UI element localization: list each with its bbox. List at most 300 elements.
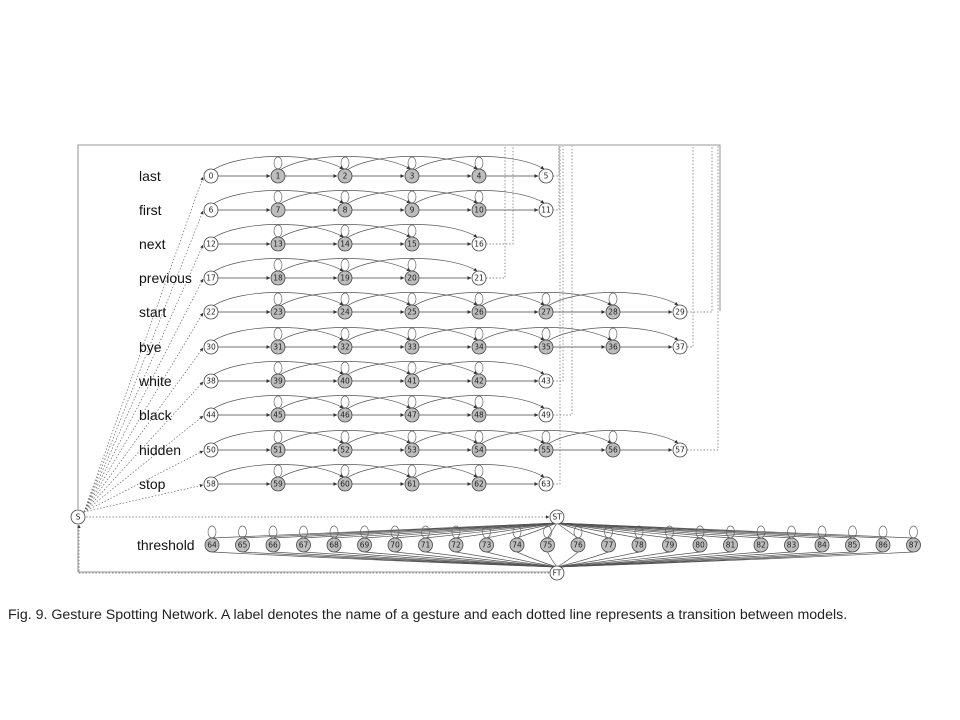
threshold-state-node (388, 538, 402, 552)
state-label: 80 (695, 540, 705, 550)
state-node (338, 271, 352, 285)
state-label: 14 (340, 239, 350, 249)
state-label: 6 (208, 205, 214, 215)
state-label: 79 (664, 540, 675, 550)
state-label: 62 (474, 479, 484, 489)
state-label: 52 (340, 445, 350, 455)
threshold-state-node (632, 538, 646, 552)
threshold-state-node (724, 538, 738, 552)
state-label: 78 (634, 540, 644, 550)
self-loop (274, 259, 282, 271)
state-label: 31 (273, 342, 283, 352)
state-node (539, 408, 553, 422)
state-node (472, 203, 486, 217)
threshold-start-node (550, 510, 564, 524)
transition-exit-start (687, 146, 712, 312)
state-label: 42 (474, 376, 484, 386)
state-node (338, 443, 352, 457)
self-loop (609, 328, 617, 340)
state-node (405, 169, 419, 183)
skip-arc (414, 190, 544, 204)
figure-caption: Fig. 9. Gesture Spotting Network. A label denotes the name of a gesture and each dotted line represents a transition between models. (8, 607, 848, 623)
self-loop (475, 157, 483, 169)
self-loop (408, 191, 416, 203)
state-label: 72 (451, 540, 461, 550)
skip-arc (280, 327, 410, 341)
state-label: 70 (390, 540, 400, 550)
gesture-label: first (139, 202, 162, 218)
self-loop (408, 225, 416, 237)
threshold-state-node (663, 538, 677, 552)
transition-exit-hidden (687, 146, 718, 450)
skip-arc (213, 156, 343, 170)
self-loop (475, 362, 483, 374)
state-node (539, 443, 553, 457)
self-loop (408, 431, 416, 443)
self-loop (408, 328, 416, 340)
skip-arc (280, 361, 410, 375)
self-loop (475, 293, 483, 305)
state-node (204, 408, 218, 422)
skip-arc (213, 464, 343, 478)
state-label: 4 (476, 171, 482, 181)
self-loop (341, 225, 349, 237)
skip-arc (414, 292, 544, 306)
state-label: 15 (407, 239, 417, 249)
state-label: 18 (273, 273, 283, 283)
state-label: 30 (206, 342, 216, 352)
self-loop (274, 225, 282, 237)
state-label: 81 (725, 540, 736, 550)
gesture-label: previous (139, 270, 192, 286)
self-loop (542, 328, 550, 340)
skip-arc (347, 464, 477, 478)
threshold-final-node (550, 566, 564, 580)
state-node (472, 477, 486, 491)
state-node (204, 203, 218, 217)
state-label: 46 (340, 410, 350, 420)
state-node (271, 237, 285, 251)
skip-arc (548, 430, 678, 444)
threshold-state-node (815, 538, 829, 552)
state-node (271, 477, 285, 491)
state-node (405, 374, 419, 388)
state-node (338, 477, 352, 491)
threshold-state-node (358, 538, 372, 552)
state-label: 16 (474, 239, 484, 249)
transition-exit-bye (687, 146, 693, 347)
state-label: 77 (603, 540, 614, 550)
state-label: 8 (342, 205, 348, 215)
threshold-state-node (541, 538, 555, 552)
threshold-state-node (510, 538, 524, 552)
self-loop (341, 431, 349, 443)
self-loop (274, 293, 282, 305)
start-node (71, 510, 85, 524)
skip-arc (280, 156, 410, 170)
self-loop (408, 396, 416, 408)
self-loop (341, 396, 349, 408)
state-node (472, 169, 486, 183)
state-label: 64 (207, 540, 217, 550)
state-label: 20 (407, 273, 417, 283)
state-node (271, 408, 285, 422)
state-node (405, 408, 419, 422)
state-node (472, 408, 486, 422)
state-label: 45 (273, 410, 283, 420)
threshold-state-node (419, 538, 433, 552)
gesture-label: start (139, 304, 167, 320)
skip-arc (414, 430, 544, 444)
skip-arc (280, 464, 410, 478)
state-label: 41 (407, 376, 417, 386)
transition-exit-next (486, 146, 513, 244)
state-label: S (75, 512, 81, 522)
state-label: 10 (474, 205, 484, 215)
state-node (539, 305, 553, 319)
self-loop (341, 191, 349, 203)
state-label: 3 (409, 171, 415, 181)
skip-arc (347, 190, 477, 204)
state-label: 32 (340, 342, 350, 352)
gesture-models (84, 146, 718, 512)
state-node (338, 408, 352, 422)
self-loop (408, 293, 416, 305)
state-node (606, 340, 620, 354)
state-label: 29 (675, 307, 685, 317)
self-loop (544, 526, 552, 538)
self-loop (341, 362, 349, 374)
state-label: 38 (206, 376, 216, 386)
threshold-state-node (205, 538, 219, 552)
state-node (472, 271, 486, 285)
skip-arc (213, 224, 343, 238)
state-label: 9 (409, 205, 415, 215)
state-label: 58 (206, 479, 216, 489)
state-label: 17 (206, 273, 216, 283)
state-label: 2 (342, 171, 348, 181)
self-loop (274, 362, 282, 374)
state-node (338, 340, 352, 354)
threshold-model (71, 510, 921, 580)
state-node (271, 271, 285, 285)
state-node (606, 305, 620, 319)
state-node (472, 374, 486, 388)
gesture-label: hidden (139, 442, 182, 458)
skip-arc (280, 395, 410, 409)
threshold-label: threshold (137, 537, 195, 553)
threshold-arc-in (304, 523, 558, 538)
skip-arc (280, 430, 410, 444)
gesture-model-hidden (84, 146, 718, 512)
skip-arc (213, 327, 343, 341)
state-label: 11 (541, 205, 551, 215)
threshold-state-node (236, 538, 250, 552)
state-node (204, 169, 218, 183)
state-label: 61 (407, 479, 417, 489)
state-node (204, 271, 218, 285)
state-label: 0 (208, 171, 214, 181)
gesture-label: last (139, 168, 161, 184)
threshold-state-node (266, 538, 280, 552)
state-label: ST (552, 512, 562, 522)
state-node (204, 340, 218, 354)
state-node (539, 374, 553, 388)
state-label: 22 (206, 307, 216, 317)
state-node (271, 340, 285, 354)
skip-arc (414, 464, 544, 478)
skip-arc (280, 258, 410, 272)
state-label: 43 (541, 376, 551, 386)
state-label: 51 (273, 445, 283, 455)
state-label: 76 (573, 540, 583, 550)
threshold-state-node (754, 538, 768, 552)
state-label: 28 (608, 307, 618, 317)
skip-arc (347, 156, 477, 170)
state-label: 7 (275, 205, 281, 215)
state-label: 75 (542, 540, 553, 550)
self-loop (274, 396, 282, 408)
state-node (204, 237, 218, 251)
self-loop (475, 431, 483, 443)
self-loop (341, 157, 349, 169)
skip-arc (414, 327, 544, 341)
self-loop (609, 293, 617, 305)
state-label: 67 (298, 540, 309, 550)
skip-arc (213, 258, 343, 272)
threshold-state-node (297, 538, 311, 552)
skip-arc (280, 292, 410, 306)
self-loop (609, 431, 617, 443)
state-node (405, 237, 419, 251)
self-loop (274, 431, 282, 443)
state-label: 40 (340, 376, 350, 386)
skip-arc (347, 361, 477, 375)
state-label: 57 (675, 445, 685, 455)
state-node (472, 237, 486, 251)
state-node (405, 477, 419, 491)
self-loop (408, 157, 416, 169)
state-label: 23 (273, 307, 283, 317)
state-node (673, 443, 687, 457)
self-loop (208, 526, 216, 538)
skip-arc (481, 292, 611, 306)
state-node (271, 203, 285, 217)
state-label: 34 (474, 342, 484, 352)
state-label: 37 (675, 342, 685, 352)
state-label: 21 (474, 273, 484, 283)
self-loop (475, 328, 483, 340)
state-node (539, 340, 553, 354)
state-label: 86 (878, 540, 888, 550)
state-node (338, 305, 352, 319)
skip-arc (280, 190, 410, 204)
self-loop (341, 465, 349, 477)
state-label: 27 (541, 307, 551, 317)
self-loop (274, 465, 282, 477)
self-loop (274, 328, 282, 340)
state-node (472, 340, 486, 354)
state-label: 13 (273, 239, 283, 249)
state-node (338, 374, 352, 388)
state-node (338, 237, 352, 251)
self-loop (542, 431, 550, 443)
state-node (271, 443, 285, 457)
state-label: 65 (237, 540, 248, 550)
network-frame (75, 145, 720, 572)
state-label: 25 (407, 307, 417, 317)
skip-arc (213, 395, 343, 409)
skip-arc (347, 258, 477, 272)
state-label: 68 (329, 540, 339, 550)
state-node (338, 169, 352, 183)
skip-arc (347, 224, 477, 238)
state-label: 39 (273, 376, 283, 386)
state-label: 74 (512, 540, 522, 550)
skip-arc (213, 361, 343, 375)
self-loop (274, 191, 282, 203)
transition-exit-white (553, 146, 563, 381)
transition-exit-stop (553, 146, 560, 484)
state-node (405, 340, 419, 354)
state-node (472, 443, 486, 457)
threshold-state-node (571, 538, 585, 552)
state-label: 87 (908, 540, 919, 550)
skip-arc (414, 395, 544, 409)
state-label: 84 (817, 540, 827, 550)
threshold-state-node (876, 538, 890, 552)
state-label: FT (552, 568, 562, 578)
skip-arc (481, 327, 611, 341)
self-loop (239, 526, 247, 538)
skip-arc (347, 395, 477, 409)
state-label: 49 (541, 410, 551, 420)
state-label: 59 (273, 479, 283, 489)
gesture-label: bye (139, 339, 162, 355)
state-node (539, 169, 553, 183)
state-node (405, 443, 419, 457)
state-node (204, 477, 218, 491)
self-loop (475, 396, 483, 408)
state-label: 83 (786, 540, 797, 550)
skip-arc (347, 292, 477, 306)
skip-arc (213, 292, 343, 306)
state-label: 71 (420, 540, 431, 550)
transition-exit-black (553, 146, 572, 415)
state-node (338, 203, 352, 217)
state-node (606, 443, 620, 457)
state-label: 47 (407, 410, 417, 420)
threshold-state-node (480, 538, 494, 552)
self-loop (341, 293, 349, 305)
state-label: 48 (474, 410, 484, 420)
state-label: 55 (541, 445, 551, 455)
self-loop (274, 157, 282, 169)
self-loop (408, 362, 416, 374)
threshold-state-node (327, 538, 341, 552)
self-loop (879, 526, 887, 538)
self-loop (910, 526, 918, 538)
state-label: 19 (340, 273, 350, 283)
self-loop (341, 328, 349, 340)
state-node (405, 203, 419, 217)
state-label: 50 (206, 445, 216, 455)
state-node (673, 305, 687, 319)
state-node (271, 374, 285, 388)
state-label: 44 (206, 410, 216, 420)
state-label: 54 (474, 445, 484, 455)
state-node (405, 305, 419, 319)
state-node (271, 169, 285, 183)
transition-exit-first (553, 146, 559, 210)
skip-arc (280, 224, 410, 238)
skip-arc (213, 430, 343, 444)
skip-arc (481, 430, 611, 444)
transition-exit-last (553, 146, 559, 176)
state-label: 69 (359, 540, 370, 550)
state-label: 82 (756, 540, 766, 550)
state-node (472, 305, 486, 319)
skip-arc (548, 292, 678, 306)
self-loop (408, 259, 416, 271)
transition-s-to-black (84, 416, 203, 512)
state-label: 56 (608, 445, 618, 455)
state-label: 35 (541, 342, 551, 352)
state-label: 12 (206, 239, 216, 249)
skip-arc (414, 361, 544, 375)
self-loop (475, 465, 483, 477)
state-label: 24 (340, 307, 350, 317)
state-label: 53 (407, 445, 417, 455)
self-loop (408, 465, 416, 477)
state-node (539, 203, 553, 217)
skip-arc (213, 190, 343, 204)
self-loop (341, 259, 349, 271)
gesture-label: white (139, 373, 172, 389)
skip-arc (414, 156, 544, 170)
state-label: 33 (407, 342, 417, 352)
state-node (204, 374, 218, 388)
threshold-state-node (449, 538, 463, 552)
threshold-state-node (846, 538, 860, 552)
threshold-state-node (785, 538, 799, 552)
threshold-state-node (907, 538, 921, 552)
state-label: 66 (268, 540, 278, 550)
threshold-state-node (693, 538, 707, 552)
state-node (673, 340, 687, 354)
state-node (405, 271, 419, 285)
state-label: 26 (474, 307, 484, 317)
state-node (271, 305, 285, 319)
state-label: 36 (608, 342, 618, 352)
skip-arc (347, 327, 477, 341)
state-node (204, 305, 218, 319)
state-label: 5 (543, 171, 549, 181)
state-label: 85 (847, 540, 858, 550)
state-label: 63 (541, 479, 551, 489)
gesture-label: stop (139, 476, 166, 492)
state-label: 1 (275, 171, 281, 181)
transition-exit-previous (486, 146, 505, 278)
state-label: 73 (481, 540, 492, 550)
skip-arc (347, 430, 477, 444)
gesture-label: black (139, 407, 172, 423)
skip-arc (548, 327, 678, 341)
transition-s-to-first (84, 211, 203, 512)
state-node (539, 477, 553, 491)
gesture-label: next (139, 236, 166, 252)
threshold-state-node (602, 538, 616, 552)
